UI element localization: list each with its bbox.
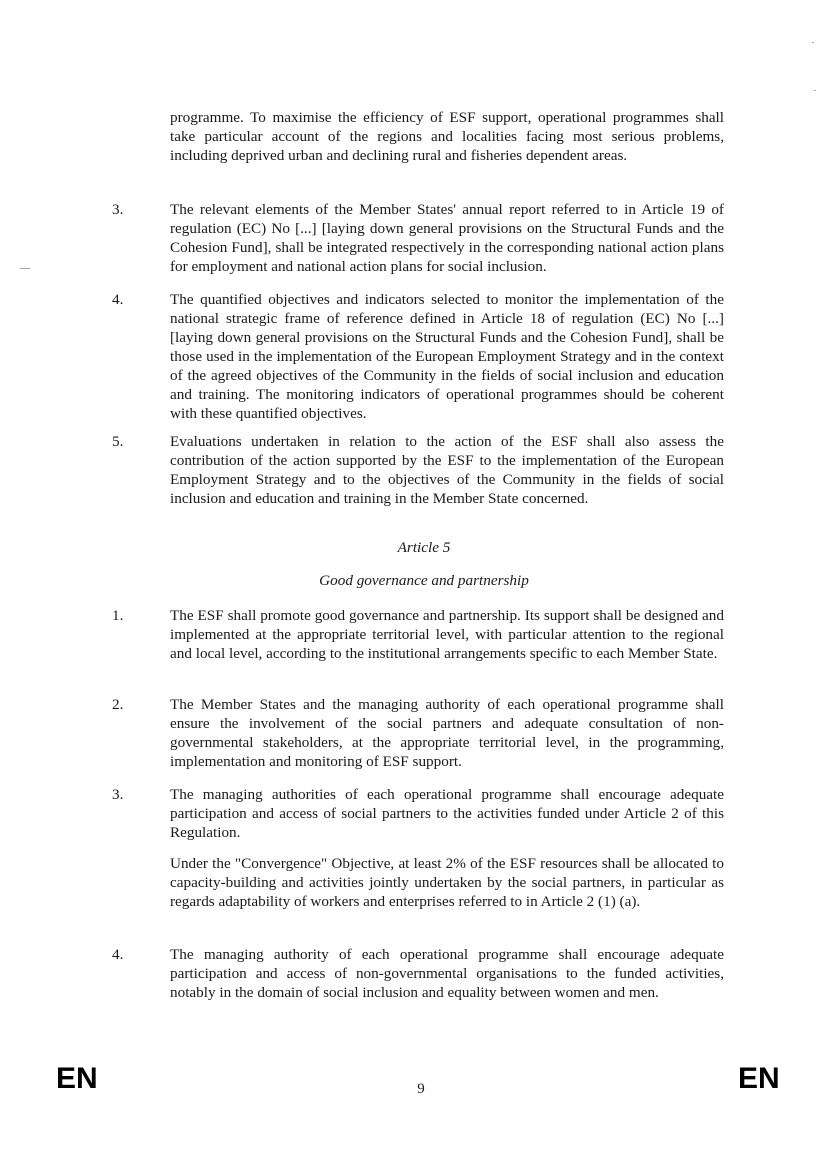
item-number: 1. [112, 607, 124, 624]
paragraph-art5-1: The ESF shall promote good governance and partnership. Its support shall be designed and implemented at the appropriate territorial level, with particular attention to the regional and local level, according to the institutional arrangements specific to each Member State. [170, 607, 724, 662]
article-title: Good governance and partnership [319, 572, 529, 589]
page-number: 9 [417, 1081, 425, 1097]
article-heading: Article 5 [397, 539, 451, 556]
paragraph-art5-4: The managing authority of each operational programme shall encourage adequate participation and access of non-governmental organisations to the funded activities, notably in the domain of social inclusion and equality between women and men. [170, 946, 724, 1001]
language-code-left: EN [56, 1062, 98, 1095]
paragraph-art5-3b: Under the "Convergence" Objective, at least 2% of the ESF resources shall be allocated to capacity-building and activities jointly undertaken by the social partners, in particular as regards adaptability of workers and enterprises referred to in Article 2 (1) (a). [170, 855, 724, 910]
language-code-right: EN [738, 1062, 780, 1095]
item-number: 5. [112, 433, 124, 450]
item-number: 4. [112, 291, 124, 308]
paragraph-art4-3: The relevant elements of the Member States' annual report referred to in Article 19 of regulation (EC) No [...] [laying down general provisions on the Structural Funds and the Cohesion Fund], shall be integrated respectively in the corresponding national action plans for employment and national action plans for social inclusion. [170, 201, 724, 275]
item-number: 2. [112, 696, 124, 713]
paragraph-art5-2: The Member States and the managing authority of each operational programme shall ensure the involvement of the social partners and adequate consultation of non-governmental stakeholders, at the appropriate territorial level, in the programming, implementation and monitoring of ESF support. [170, 696, 724, 770]
paragraph-art4-5: Evaluations undertaken in relation to the action of the ESF shall also assess the contribution of the action supported by the ESF to the implementation of the European Employment Strategy and to the objectives of the Community in the fields of social inclusion and education and training in the Member State concerned. [170, 433, 724, 507]
item-number: 4. [112, 946, 124, 963]
item-number: 3. [112, 786, 124, 803]
paragraph-art4-4: The quantified objectives and indicators selected to monitor the implementation of the national strategic frame of reference defined in Article 18 of regulation (EC) No [...] [laying down general provisions on the Structural Funds and the Cohesion Fund], shall be those used in the implementation of the European Employment Strategy and in the context of the agreed objectives of the Community in the fields of social inclusion and education and training. The monitoring indicators of operational programmes should be coherent with these quantified objectives. [170, 291, 724, 422]
paragraph-intro: programme. To maximise the efficiency of ESF support, operational programmes shall take particular account of the regions and localities facing most serious problems, including deprived urban and declining rural and fisheries dependent areas. [170, 109, 724, 164]
scan-artifact [20, 268, 30, 269]
scan-artifact [812, 42, 814, 43]
paragraph-art5-3: The managing authorities of each operational programme shall encourage adequate participation and access of social partners to the activities funded under Article 2 of this Regulation. [170, 786, 724, 841]
scan-artifact [814, 90, 816, 91]
item-number: 3. [112, 201, 124, 218]
